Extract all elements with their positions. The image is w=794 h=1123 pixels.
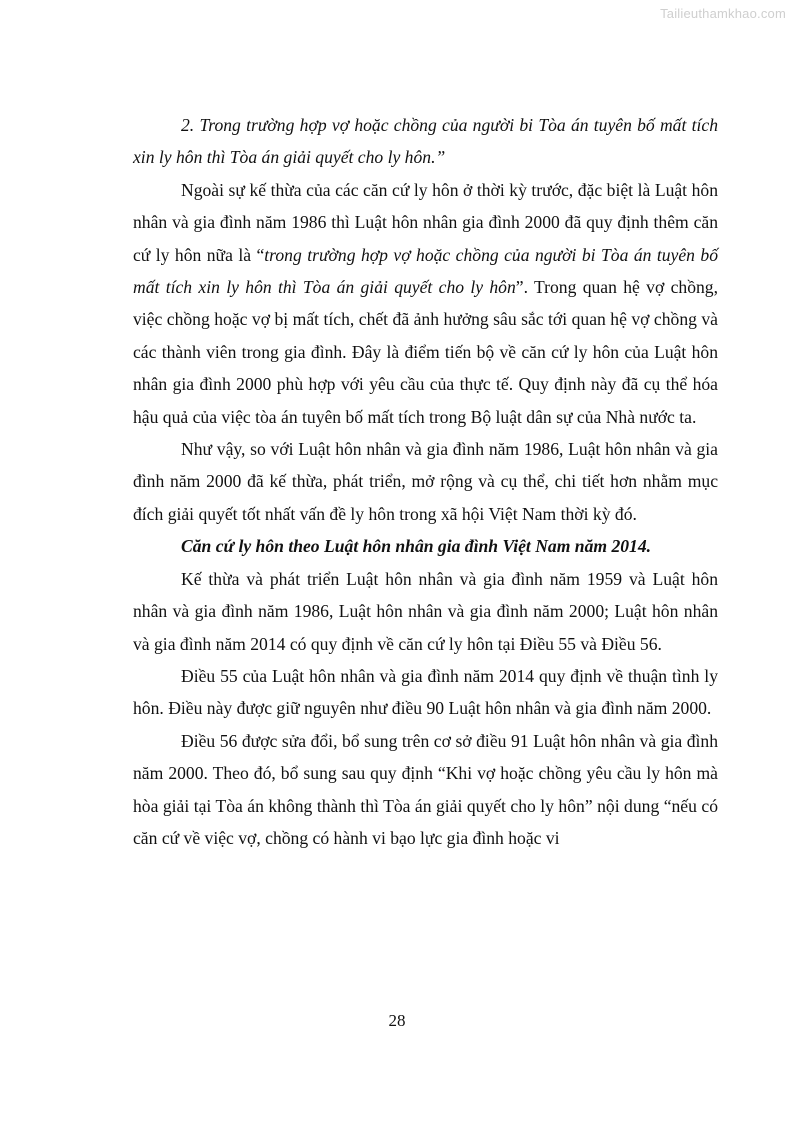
paragraph-text: ”. Trong quan hệ vợ chồng, việc chồng hoặc vợ bị mất tích, chết đã ảnh hưởng sâu sắc tới quan hệ vợ chồng và các thành viên trong gia đình. Đây là điểm tiến bộ về căn cứ ly hôn của Luật hôn nhân gia đình 2000 phù hợp với yêu cầu của thực tế. Quy định này đã cụ thể hóa hậu quả của việc tòa án tuyên bố mất tích trong Bộ luật dân sự của Nhà nước ta. bbox=[133, 277, 718, 427]
paragraph-italic-quote: trong trường hợp vợ hoặc chồng của người bi Tòa án tuyên bố mất tích xin ly hôn thì Tòa án giải quyết cho ly hôn bbox=[133, 244, 719, 298]
section-heading: Căn cứ ly hôn theo Luật hôn nhân gia đình Việt Nam năm 2014. bbox=[181, 536, 652, 557]
paragraph-text: Ngoài sự kế thừa của các căn cứ ly hôn ở thời kỳ trước, đặc biệt là Luật hôn nhân và gia đình năm 1986 thì Luật hôn nhân gia đình 2000 đã quy định thêm căn cứ ly hôn nữa là “ bbox=[133, 179, 718, 265]
document-body bbox=[133, 109, 718, 854]
watermark: Tailieuthamkhao.com bbox=[660, 6, 786, 21]
paragraph-inheritance bbox=[133, 174, 718, 433]
paragraph-quote-end: 2. Trong trường hợp vợ hoặc chồng của người bi Tòa án tuyên bố mất tích xin ly hôn thì Tòa án giải quyết cho ly hôn.” bbox=[133, 115, 718, 168]
paragraph-article-56: Điều 56 được sửa đổi, bổ sung trên cơ sở điều 91 Luật hôn nhân và gia đình năm 2000. Theo đó, bổ sung sau quy định “Khi vợ hoặc chồng yêu cầu ly hôn mà hòa giải tại Tòa án không thành thì Tòa án giải quyết cho ly hôn” nội dung “nếu có căn cứ về việc vợ, chồng có hành vi bạo lực gia đình hoặc vi bbox=[133, 730, 718, 848]
page-number: 28 bbox=[388, 1011, 406, 1030]
paragraph-article-55: Điều 55 của Luật hôn nhân và gia đình năm 2014 quy định về thuận tình ly hôn. Điều này được giữ nguyên như điều 90 Luật hôn nhân và gia đình năm 2000. bbox=[133, 665, 718, 719]
paragraph-2014-law: Kế thừa và phát triển Luật hôn nhân và gia đình năm 1959 và Luật hôn nhân và gia đình năm 1986, Luật hôn nhân và gia đình năm 2000; Luật hôn nhân và gia đình năm 2014 có quy định về căn cứ ly hôn tại Điều 55 và Điều 56. bbox=[133, 568, 718, 654]
paragraph-comparison: Như vậy, so với Luật hôn nhân và gia đình năm 1986, Luật hôn nhân và gia đình năm 2000 đã kế thừa, phát triển, mở rộng và cụ thể, chi tiết hơn nhằm mục đích giải quyết tốt nhất vấn đề ly hôn trong xã hội Việt Nam thời kỳ đó. bbox=[133, 439, 718, 524]
